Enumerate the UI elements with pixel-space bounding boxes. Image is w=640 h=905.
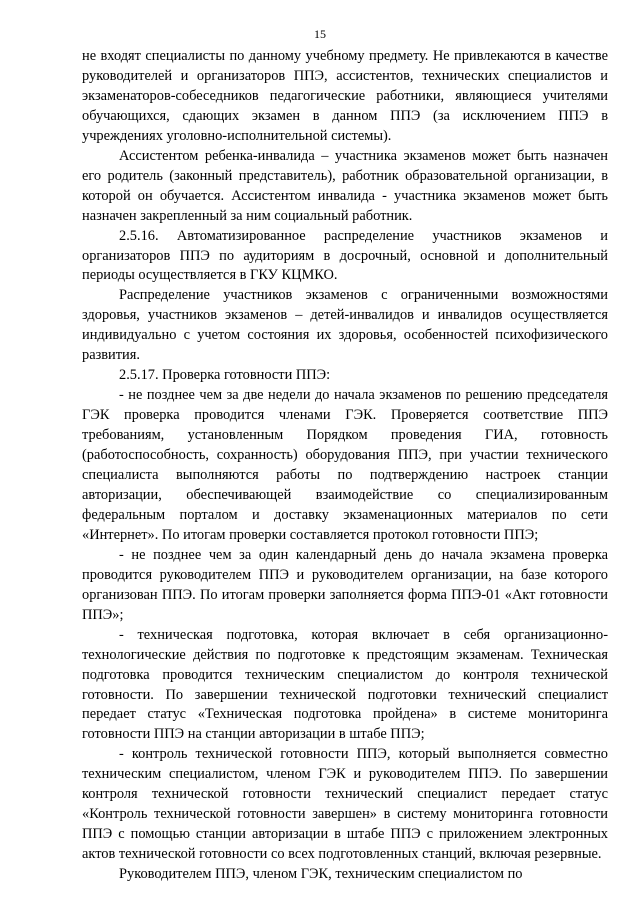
paragraph: 2.5.16. Автоматизированное распределение участников экзаменов и организаторов ППЭ по аудиториям в досрочный, основной и дополнительный периоды осуществляется в ГКУ КЦМКО. (82, 227, 608, 284)
paragraph: - контроль технической готовности ППЭ, который выполняется совместно техническим специалистом, членом ГЭК и руководителем ППЭ. По завершении контроля технической готовности технический специалист передает статус «Контроль технической готовности завершен» в систему мониторинга готовности ППЭ с помощью станции авторизации в штабе ППЭ с приложением электронных актов технической готовности со всех подготовленных станций, включая резервные. (82, 746, 608, 863)
page-number: 15 (314, 27, 326, 41)
document-body (82, 47, 608, 885)
paragraph: Руководителем ППЭ, членом ГЭК, техническим специалистом по (119, 866, 523, 883)
paragraph: Ассистентом ребенка-инвалида – участника экзаменов может быть назначен его родитель (законный представитель), работник образовательной организации, в которой он обучается. Ассистентом инвалида - участника экзаменов может быть назначен закрепленный за ним социальный работник. (82, 147, 608, 224)
paragraph: - не позднее чем за две недели до начала экзаменов по решению председателя ГЭК проверка проводится членами ГЭК. Проверяется соответствие ППЭ требованиям, установленным Порядком проведения ГИА, готовность (работоспособность, сохранность) оборудования ППЭ, при участии технического специалиста выполняются работы по подтверждению настроек станции авторизации, обеспечивающей взаимодействие со специализированным федеральным порталом и доставку экзаменационных материалов по сети «Интернет». По итогам проверки составляется протокол готовности ППЭ; (82, 387, 608, 543)
paragraph: Распределение участников экзаменов с ограниченными возможностями здоровья, участников экзаменов – детей-инвалидов и инвалидов осуществляется индивидуально с учетом состояния их здоровья, особенностей психофизического развития. (82, 287, 608, 364)
paragraph: не входят специалисты по данному учебному предмету. Не привлекаются в качестве руководителей и организаторов ППЭ, ассистентов, технических специалистов и экзаменаторов-собеседников педагогические работники, являющиеся учителями обучающихся, сдающих экзамен в данном ППЭ (за исключением ППЭ в учреждениях уголовно-исполнительной системы). (82, 48, 608, 144)
paragraph: - техническая подготовка, которая включает в себя организационно-технологические действия по подготовке к предстоящим экзаменам. Техническая подготовка проводится техническим специалистом до контроля технической готовности. По завершении технической подготовки технический специалист передает статус «Техническая подготовка пройдена» в системе мониторинга готовности ППЭ на станции авторизации в штабе ППЭ; (82, 626, 608, 743)
paragraph: 2.5.17. Проверка готовности ППЭ: (119, 367, 331, 384)
paragraph: - не позднее чем за один календарный день до начала экзамена проверка проводится руководителем ППЭ и руководителем организации, на базе которого организован ППЭ. По итогам проверки заполняется форма ППЭ-01 «Акт готовности ППЭ»; (82, 546, 608, 623)
